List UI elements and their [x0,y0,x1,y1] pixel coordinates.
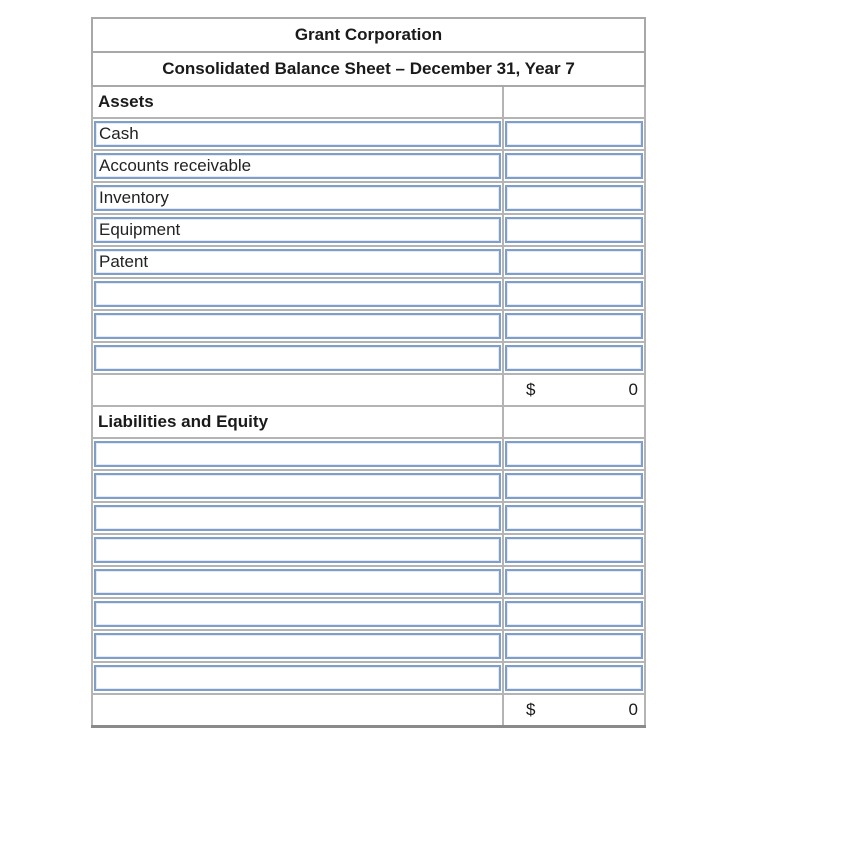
asset-value-input-inventory[interactable] [505,185,643,211]
liabilities-total-currency: $ [526,700,536,719]
liability-label-input-4[interactable] [94,537,501,563]
table-row [92,278,645,310]
table-row [92,662,645,694]
assets-total-cell [503,374,645,406]
asset-label-input-equipment[interactable]: Equipment [94,217,501,243]
table-row [92,150,645,182]
liability-label-input-5[interactable] [94,569,501,595]
liability-label-input-7[interactable] [94,633,501,659]
table-row [92,630,645,662]
statement-title: Consolidated Balance Sheet – December 31, Year 7 [92,52,645,86]
liability-value-input-5[interactable] [505,569,643,595]
asset-value-input-blank-3[interactable] [505,345,643,371]
asset-value-input-accounts-receivable[interactable] [505,153,643,179]
asset-label-input-inventory[interactable]: Inventory [94,185,501,211]
liability-label-input-2[interactable] [94,473,501,499]
table-row [92,246,645,278]
liability-label-input-6[interactable] [94,601,501,627]
liability-label-input-8[interactable] [94,665,501,691]
table-row [92,598,645,630]
table-row [92,214,645,246]
asset-value-input-blank-2[interactable] [505,313,643,339]
assets-total-currency: $ [526,380,536,399]
asset-label-input-accounts-receivable[interactable]: Accounts receivable [94,153,501,179]
asset-label-input-patent[interactable]: Patent [94,249,501,275]
assets-heading-value-cell [503,86,645,118]
asset-label-input-blank-2[interactable] [94,313,501,339]
table-row [92,502,645,534]
liabilities-heading-value-cell [503,406,645,438]
liability-value-input-3[interactable] [505,505,643,531]
assets-heading: Assets [92,86,503,118]
liability-value-input-4[interactable] [505,537,643,563]
asset-value-input-patent[interactable] [505,249,643,275]
liability-label-input-3[interactable] [94,505,501,531]
table-row [92,310,645,342]
liabilities-total-value: 0 [628,700,638,719]
liabilities-total-row [92,694,645,726]
liabilities-total-cell [503,694,645,726]
liability-value-input-7[interactable] [505,633,643,659]
table-row [92,438,645,470]
liability-value-input-1[interactable] [505,441,643,467]
table-row [92,118,645,150]
liabilities-equity-heading: Liabilities and Equity [92,406,503,438]
asset-value-input-equipment[interactable] [505,217,643,243]
table-row [92,182,645,214]
table-row [92,566,645,598]
liability-value-input-8[interactable] [505,665,643,691]
liability-value-input-6[interactable] [505,601,643,627]
assets-total-row [92,374,645,406]
company-name: Grant Corporation [92,18,645,52]
table-row [92,342,645,374]
asset-value-input-blank-1[interactable] [505,281,643,307]
balance-sheet-table [91,17,646,728]
asset-label-input-cash[interactable]: Cash [94,121,501,147]
liabilities-total-label [92,694,503,726]
asset-label-input-blank-3[interactable] [94,345,501,371]
asset-label-input-blank-1[interactable] [94,281,501,307]
asset-value-input-cash[interactable] [505,121,643,147]
assets-total-label [92,374,503,406]
liability-label-input-1[interactable] [94,441,501,467]
liability-value-input-2[interactable] [505,473,643,499]
table-row [92,534,645,566]
table-row [92,470,645,502]
assets-total-value: 0 [628,380,638,399]
